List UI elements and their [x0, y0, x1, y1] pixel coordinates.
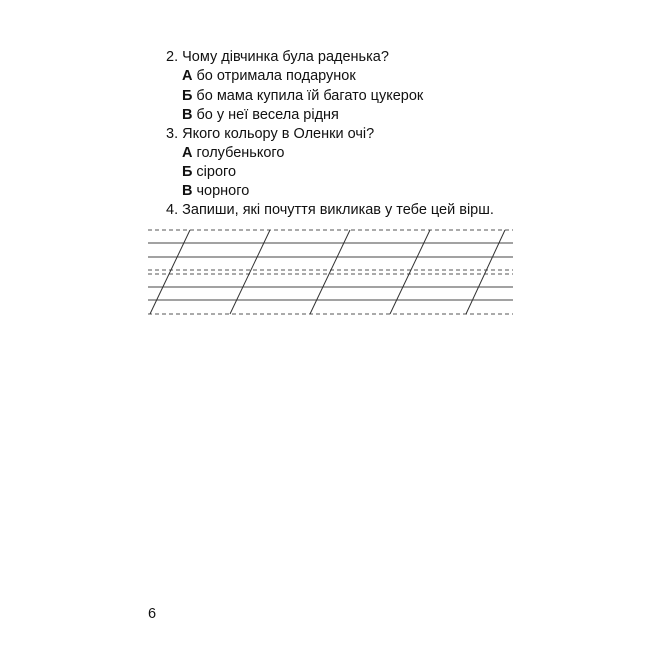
- option-letter: Б: [182, 164, 193, 180]
- option-letter: В: [182, 183, 193, 199]
- question-4-number: 4.: [166, 202, 179, 218]
- option-letter: В: [182, 107, 193, 123]
- question-3-number: 3.: [166, 126, 179, 142]
- question-2-number: 2.: [166, 49, 179, 65]
- option-text: бо отримала подарунок: [196, 68, 356, 84]
- slant-line: [150, 272, 170, 314]
- option-letter: Б: [182, 88, 193, 104]
- slant-line: [170, 230, 190, 272]
- option-letter: А: [182, 68, 193, 84]
- option-text: бо мама купила їй багато цукерок: [196, 88, 424, 104]
- option-text: голубенького: [196, 145, 285, 161]
- option-letter: А: [182, 145, 193, 161]
- page-number: 6: [148, 606, 157, 622]
- question-4-text: Запиши, які почуття викликав у тебе цей вірш.: [182, 202, 494, 218]
- option-text: бо у неї весела рідня: [196, 107, 339, 123]
- question-3-text: Якого кольору в Оленки очі?: [182, 126, 375, 142]
- question-2-text: Чому дівчинка була раденька?: [182, 49, 389, 65]
- option-text: сірого: [196, 164, 237, 180]
- option-text: чорного: [196, 183, 250, 199]
